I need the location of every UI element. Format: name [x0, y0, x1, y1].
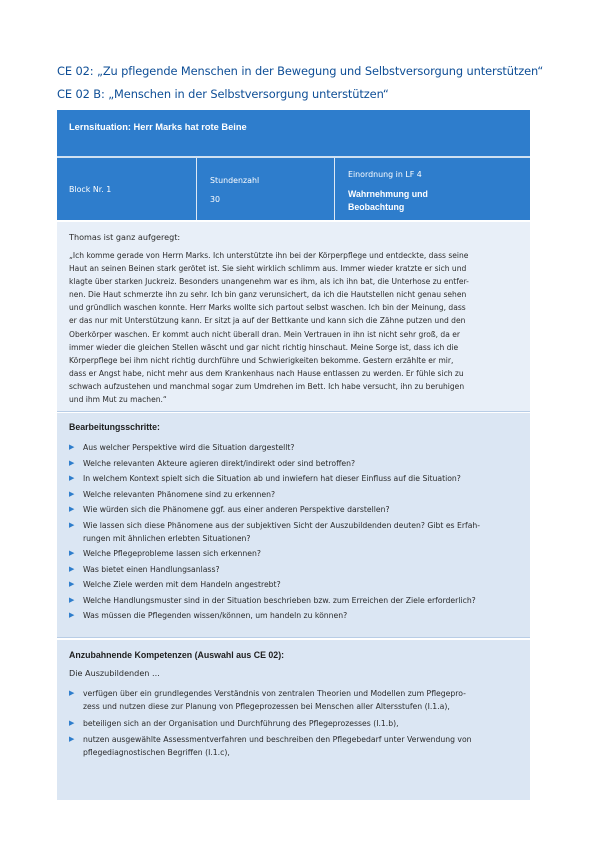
- hours-value: 30: [210, 195, 221, 204]
- lf-value-line: Wahrnehmung und: [348, 189, 428, 199]
- narrative-line: und gründlich waschen konnte. Herr Marks wollte sich partout selbst waschen. Ich bin der Meinung, dass: [69, 303, 466, 313]
- lf-label: Einordnung in LF 4: [348, 170, 422, 179]
- narrative-line: Körperpflege bei ihm nicht richtig durchführe und Schwierigkeiten bekomme. Gestern erzählte er mir,: [69, 355, 454, 365]
- narrative-line: er das nur mit Unterstützung kann. Er sitzt ja auf der Bettkante und kann sich die Zähne putzen und den: [69, 316, 466, 326]
- lf-value-line: Beobachtung: [348, 202, 405, 212]
- triangle-right-icon: ▶: [69, 564, 75, 573]
- hours-label: Stundenzahl: [210, 176, 260, 185]
- narrative-line: und ihm Mut zu machen.“: [69, 395, 167, 405]
- list-item: ▶ Welche relevanten Akteure agieren direkt/indirekt oder sind betroffen?: [69, 458, 356, 468]
- block-number: Block Nr. 1: [69, 185, 112, 194]
- triangle-right-icon: ▶: [69, 549, 75, 557]
- triangle-right-icon: ▶: [69, 689, 75, 697]
- triangle-right-icon: ▶: [69, 595, 75, 604]
- competencies-list: [69, 687, 524, 762]
- list-item: ▶ Welche relevanten Phänomene sind zu erkennen?: [69, 489, 276, 499]
- triangle-right-icon: ▶: [69, 505, 75, 513]
- list-item: ▶ Was bietet einen Handlungsanlass?: [69, 564, 220, 574]
- competencies-section: [57, 640, 530, 800]
- list-item: ▶ Welche Pflegeprobleme lassen sich erkennen?: [69, 549, 261, 558]
- block-cell: [57, 158, 197, 220]
- triangle-right-icon: ▶: [69, 443, 75, 451]
- learning-situation-title: Lernsituation: Herr Marks hat rote Beine: [69, 122, 247, 132]
- lf-value: [348, 188, 428, 214]
- document-heading-ce02b: CE 02 B: „Menschen in der Selbstversorgung unterstützen“: [57, 87, 389, 101]
- narrative-intro: Thomas ist ganz aufgeregt:: [69, 232, 181, 242]
- narrative-line: schwach aufzustehen und manchmal sogar zum Umdrehen im Bett. Ich habe versucht, ihn zu beruhigen: [69, 381, 465, 391]
- list-item: ▶ verfügen über ein grundlegendes Verständnis von zentralen Theorien und Modellen zum Pflegepro- zess und nutzen diese zur Planung von Pflegeprozessen bei Menschen aller Altersstufen (I.1.a),: [69, 689, 466, 712]
- narrative-line: „Ich komme gerade von Herrn Marks. Ich unterstützte ihn bei der Körperpflege und entdeckte, dass seine: [69, 251, 469, 260]
- narrative-line: Haut an seinen Beinen stark gerötet ist. Sie sieht wirklich schlimm aus. Immer wieder kratzte er sich und: [69, 264, 467, 274]
- lf-cell: [336, 158, 530, 220]
- competencies-lead: Die Auszubildenden ...: [69, 668, 160, 678]
- list-item: ▶ Wie würden sich die Phänomene ggf. aus einer anderen Perspektive darstellen?: [69, 505, 390, 514]
- narrative-line: klagte über starken Juckreiz. Besonders unangenehm war es ihm, als ich ihn bat, die Unterhose zu entfer-: [69, 277, 469, 287]
- list-item: ▶ Was müssen die Pflegenden wissen/können, um handeln zu können?: [69, 611, 348, 620]
- triangle-right-icon: ▶: [69, 734, 75, 743]
- processing-steps-section: [57, 413, 530, 638]
- narrative-line: dass er Angst habe, nicht mehr aus dem Krankenhaus nach Hause entlassen zu werden. Er fühle sich zu: [69, 368, 464, 378]
- learning-situation-table: [57, 110, 530, 758]
- list-item: ▶ Aus welcher Perspektive wird die Situation dargestellt?: [69, 443, 295, 452]
- document-heading-ce02: CE 02: „Zu pflegende Menschen in der Bewegung und Selbstversorgung unterstützen“: [57, 64, 544, 78]
- hours-cell: [198, 158, 335, 220]
- triangle-right-icon: ▶: [69, 520, 75, 529]
- list-item: ▶ In welchem Kontext spielt sich die Situation ab und inwiefern hat dieser Einfluss auf die Situation?: [69, 474, 461, 483]
- triangle-right-icon: ▶: [69, 580, 75, 588]
- competencies-title: Anzubahnende Kompetenzen (Auswahl aus CE 02):: [69, 650, 285, 660]
- list-item: ▶ Wie lassen sich diese Phänomene aus der subjektiven Sicht der Auszubildenden deuten? Gibt es Erfah- rungen mit ähnlichen erlebten Situationen?: [69, 520, 481, 543]
- list-item: ▶ nutzen ausgewählte Assessmentverfahren und beschreiben den Pflegebedarf unter Verwendung von pflegediagnostischen Begriffen (I.1.c),: [69, 734, 472, 758]
- list-item: ▶ Welche Ziele werden mit dem Handeln angestrebt?: [69, 580, 281, 589]
- processing-steps-list: [69, 441, 524, 625]
- list-item: ▶ beteiligen sich an der Organisation und Durchführung des Pflegeprozesses (I.1.b),: [69, 717, 524, 730]
- narrative-quote: [69, 249, 521, 406]
- list-item: ▶ Welche Handlungsmuster sind in der Situation beschrieben bzw. zum Erreichen der Ziele erforderlich?: [69, 595, 476, 605]
- triangle-right-icon: ▶: [69, 458, 75, 467]
- processing-steps-title: Bearbeitungsschritte:: [69, 422, 160, 432]
- triangle-right-icon: ▶: [69, 611, 75, 619]
- narrative-line: immer wieder die gleichen Stellen wäscht und gar nicht richtig hinschaut. Meine Sorge ist, dass ich die: [69, 342, 459, 352]
- title-banner: [57, 110, 530, 158]
- triangle-right-icon: ▶: [69, 474, 75, 482]
- narrative-line: nen. Die Haut schmerzte ihn zu sehr. Ich bin ganz verunsichert, da ich die Hautstellen nicht genau sehen: [69, 290, 467, 300]
- situation-narrative: [57, 222, 530, 412]
- triangle-right-icon: ▶: [69, 489, 75, 498]
- triangle-right-icon: ▶: [69, 718, 75, 727]
- meta-row: [57, 158, 530, 220]
- narrative-line: Oberkörper waschen. Er kommt auch nicht überall dran. Mein Vertrauen in ihn ist nicht sehr groß, da er: [69, 329, 460, 339]
